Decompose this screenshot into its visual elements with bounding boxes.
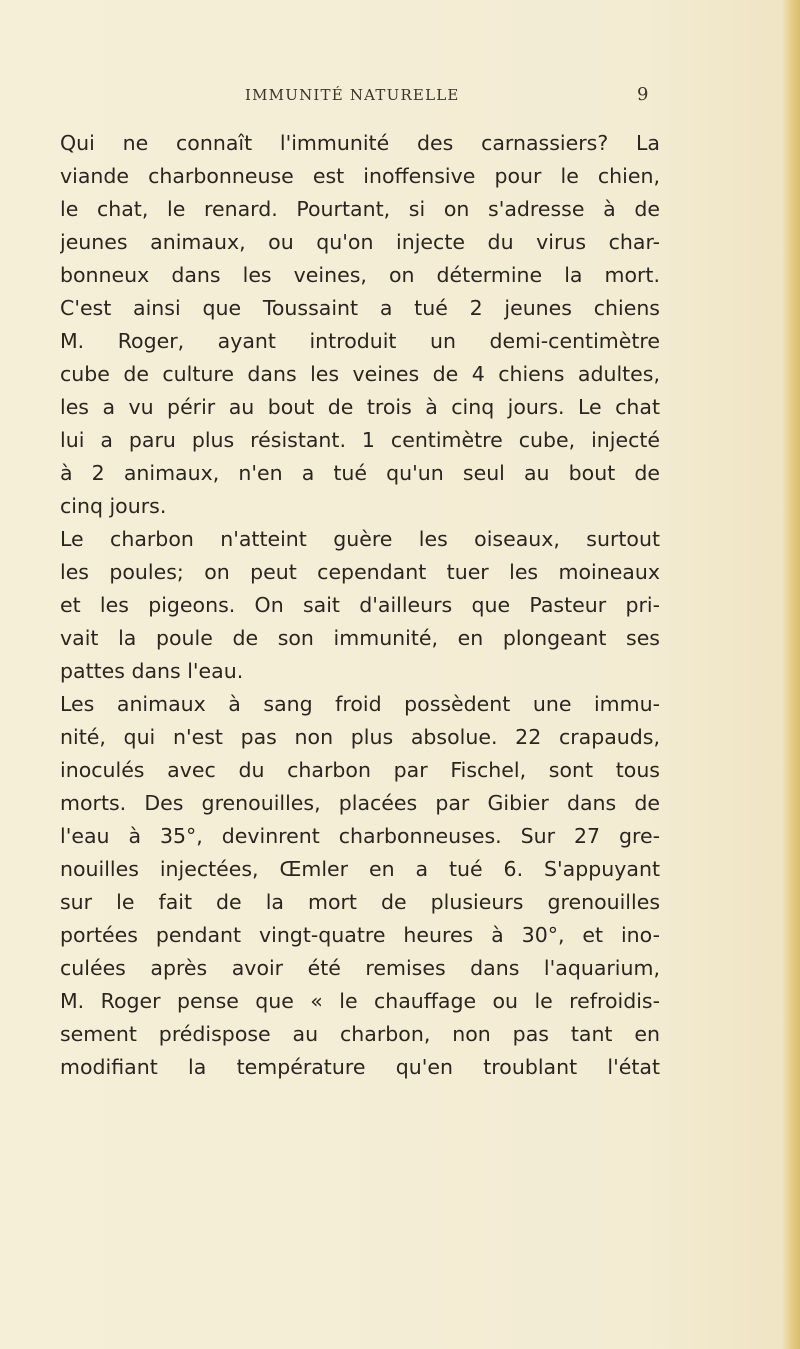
- text-line: le chat, le renard. Pourtant, si on s'adresse à de: [60, 197, 660, 221]
- text-line: l'eau à 35°, devinrent charbonneuses. Sur 27 gre-: [60, 824, 660, 848]
- text-line: inoculés avec du charbon par Fischel, sont tous: [60, 758, 660, 782]
- text-line: M. Roger, ayant introduit un demi-centimètre: [60, 329, 660, 353]
- text-line: et les pigeons. On sait d'ailleurs que Pasteur pri-: [60, 593, 660, 617]
- text-line: portées pendant vingt-quatre heures à 30°, et ino-: [60, 923, 660, 947]
- running-title: IMMUNITÉ NATURELLE: [245, 86, 460, 104]
- text-line: cinq jours.: [60, 494, 167, 518]
- page-edge: [782, 0, 800, 1349]
- text-line: Qui ne connaît l'immunité des carnassiers? La: [60, 131, 660, 155]
- text-line: Les animaux à sang froid possèdent une immu-: [60, 692, 660, 716]
- text-line: C'est ainsi que Toussaint a tué 2 jeunes chiens: [60, 296, 660, 320]
- text-line: les poules; on peut cependant tuer les moineaux: [60, 560, 660, 584]
- text-line: morts. Des grenouilles, placées par Gibier dans de: [60, 791, 660, 815]
- text-line: cube de culture dans les veines de 4 chiens adultes,: [60, 362, 660, 386]
- page-number: 9: [637, 84, 649, 105]
- text-line: M. Roger pense que « le chauffage ou le refroidis-: [60, 989, 660, 1013]
- text-line: pattes dans l'eau.: [60, 659, 244, 683]
- text-line: sement prédispose au charbon, non pas tant en: [60, 1022, 660, 1046]
- text-line: bonneux dans les veines, on détermine la mort.: [60, 263, 660, 287]
- text-line: nouilles injectées, Œmler en a tué 6. S'appuyant: [60, 857, 660, 881]
- text-line: sur le fait de la mort de plusieurs grenouilles: [60, 890, 660, 914]
- text-line: les a vu périr au bout de trois à cinq jours. Le chat: [60, 395, 660, 419]
- text-line: nité, qui n'est pas non plus absolue. 22 crapauds,: [60, 725, 660, 749]
- text-line: Le charbon n'atteint guère les oiseaux, surtout: [60, 527, 660, 551]
- text-line: viande charbonneuse est inoffensive pour le chien,: [60, 164, 660, 188]
- text-line: modifiant la température qu'en troublant l'état: [60, 1055, 660, 1079]
- text-line: jeunes animaux, ou qu'on injecte du virus char-: [60, 230, 660, 254]
- page-header: [0, 86, 800, 110]
- body-text: [60, 127, 660, 1084]
- text-line: à 2 animaux, n'en a tué qu'un seul au bout de: [60, 461, 660, 485]
- text-line: culées après avoir été remises dans l'aquarium,: [60, 956, 660, 980]
- text-line: lui a paru plus résistant. 1 centimètre cube, injecté: [60, 428, 660, 452]
- text-line: vait la poule de son immunité, en plongeant ses: [60, 626, 660, 650]
